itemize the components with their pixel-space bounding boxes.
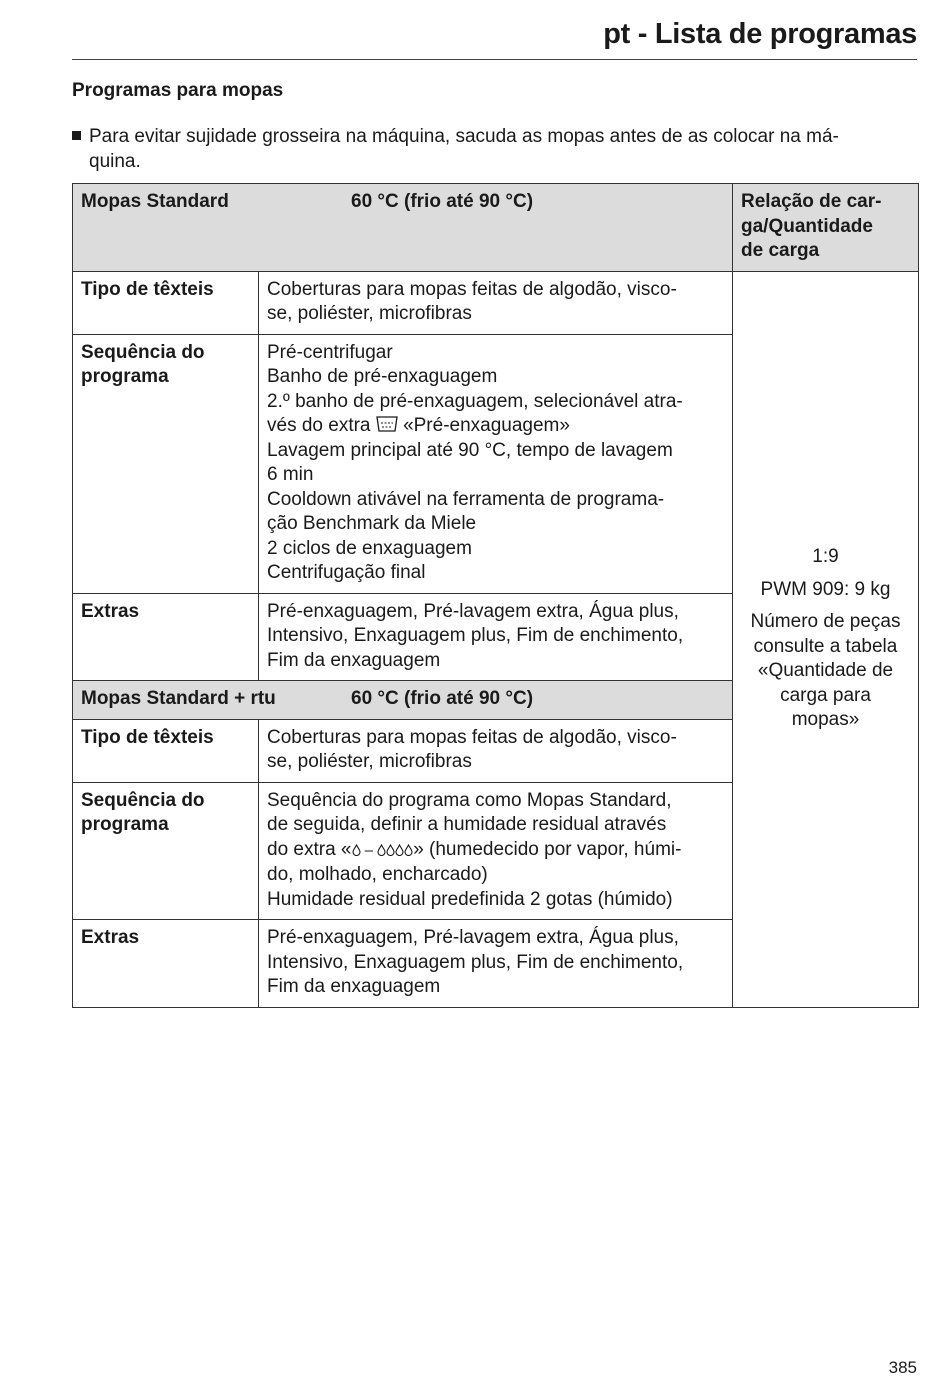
text-fragment: » (humedecido por vapor, húmi- <box>413 838 682 860</box>
label-line: programa <box>81 366 169 387</box>
table-row <box>73 271 919 334</box>
text-line <box>267 838 724 864</box>
bullet-note <box>72 124 917 174</box>
text-line: Cooldown ativável na ferramenta de programa- <box>267 488 665 510</box>
label-line: programa <box>81 814 169 835</box>
load-note-line: consulte a tabela <box>753 635 898 657</box>
load-header-cell <box>733 184 919 272</box>
load-note-line: Número de peças <box>750 611 901 633</box>
program-header-cell <box>73 681 733 720</box>
text-line: ção Benchmark da Miele <box>267 513 477 534</box>
text-fragment: do extra « <box>267 838 352 860</box>
row-label: Tipo de têxteis <box>73 719 259 782</box>
text-line: Pré-enxaguagem, Pré-lavagem extra, Água plus, <box>267 927 679 948</box>
program-table <box>72 183 919 1008</box>
prewash-tub-icon <box>376 415 398 433</box>
text-line: Intensivo, Enxaguagem plus, Fim de enchimento, <box>267 625 684 646</box>
text-line: Fim da enxaguagem <box>267 649 441 671</box>
row-label <box>73 782 259 920</box>
row-value <box>259 782 733 920</box>
row-value <box>259 719 733 782</box>
text-fragment: «Pré-enxaguagem» <box>403 415 570 436</box>
section-title: Programas para mopas <box>72 80 284 101</box>
row-value <box>259 593 733 681</box>
text-line: Coberturas para mopas feitas de algodão, visco- <box>267 726 677 748</box>
load-header-line: ga/Quantidade <box>741 215 873 237</box>
program-name: Mopas Standard <box>81 191 229 212</box>
row-value <box>259 334 733 593</box>
text-fragment: vés do extra <box>267 415 371 436</box>
program-temperature: 60 °C (frio até 90 °C) <box>351 688 534 709</box>
page-header-title: pt - Lista de programas <box>603 18 917 50</box>
header-divider <box>72 59 917 60</box>
bullet-line: Para evitar sujidade grosseira na máquina, sacuda as mopas antes de as colocar na má- <box>89 126 839 147</box>
row-label: Extras <box>73 920 259 1008</box>
text-line: se, poliéster, microfibras <box>267 303 472 324</box>
text-line: Intensivo, Enxaguagem plus, Fim de enchimento, <box>267 951 684 973</box>
text-line: Banho de pré-enxaguagem <box>267 366 498 387</box>
program-name: Mopas Standard + rtu <box>81 688 276 709</box>
row-label: Extras <box>73 593 259 681</box>
text-line: Pré-centrifugar <box>267 341 393 363</box>
text-line: Humidade residual predefinida 2 gotas (húmido) <box>267 888 673 910</box>
label-line: Sequência do <box>81 341 205 363</box>
row-value <box>259 920 733 1008</box>
text-line: Coberturas para mopas feitas de algodão, visco- <box>267 278 677 300</box>
load-header-line: de carga <box>741 240 820 261</box>
bullet-line: quina. <box>89 151 141 172</box>
text-line <box>267 414 724 439</box>
text-line: de seguida, definir a humidade residual através <box>267 814 667 835</box>
row-label: Tipo de têxteis <box>73 271 259 334</box>
text-line: Lavagem principal até 90 °C, tempo de lavagem <box>267 439 673 461</box>
page-number: 385 <box>888 1358 917 1377</box>
water-drop-icon: – <box>352 842 414 859</box>
program-temperature: 60 °C (frio até 90 °C) <box>351 191 534 212</box>
text-line: Centrifugação final <box>267 562 426 583</box>
text-line: Fim da enxaguagem <box>267 976 441 997</box>
text-line: Pré-enxaguagem, Pré-lavagem extra, Água plus, <box>267 600 679 622</box>
label-line: Sequência do <box>81 789 205 811</box>
load-ratio: 1:9 <box>812 546 839 568</box>
row-value <box>259 271 733 334</box>
load-note-line: mopas» <box>791 709 860 731</box>
load-ratio-cell <box>733 271 919 1007</box>
text-line: do, molhado, encharcado) <box>267 864 488 885</box>
text-line: 6 min <box>267 464 314 485</box>
load-note-line: «Quantidade de <box>757 660 894 682</box>
load-note-line: carga para <box>780 684 871 706</box>
text-line: se, poliéster, microfibras <box>267 751 472 772</box>
row-label <box>73 334 259 593</box>
text-line: 2 ciclos de enxaguagem <box>267 537 472 559</box>
load-header-line: Relação de car- <box>741 191 882 212</box>
load-model: PWM 909: 9 kg <box>760 578 891 600</box>
text-line: 2.º banho de pré-enxaguagem, selecionável atra- <box>267 390 683 412</box>
square-bullet-icon <box>72 131 81 140</box>
program-header-row <box>73 184 919 272</box>
text-line: Sequência do programa como Mopas Standard, <box>267 789 672 811</box>
program-header-cell <box>73 184 733 272</box>
